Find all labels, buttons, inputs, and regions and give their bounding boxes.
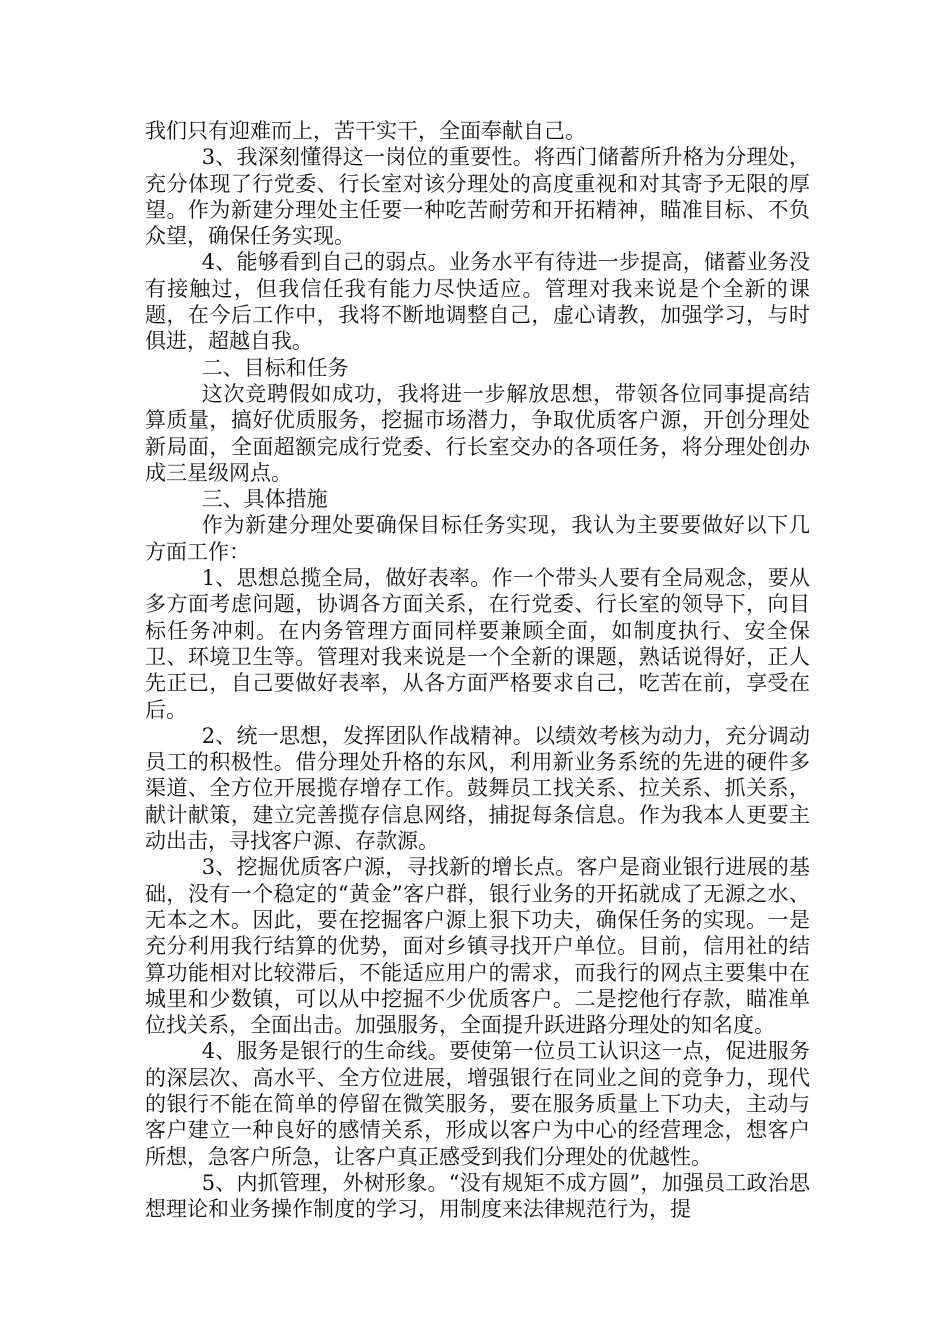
paragraph-measure-3: 3、挖掘优质客户源，寻找新的增长点。客户是商业银行进展的基础，没有一个稳定的“黄金”客户群，银行业务的开拓就成了无源之水、无本之木。因此，要在挖掘客户源上狠下功夫，确保任务的实现。一是充分利用我行结算的优势，面对乡镇寻找开户单位。目前，信用社的结算功能相对比较滞后，不能适应用户的需求，而我行的网点主要集中在城里和少数镇，可以从中挖掘不少优质客户。二是挖他行存款，瞄准单位找关系，全面出击。加强服务，全面提升跃进路分理处的知名度。 — [145, 855, 810, 1038]
section-heading-goals: 二、目标和任务 — [201, 355, 349, 380]
paragraph-measure-5: 5、内抓管理，外树形象。“没有规矩不成方圆”，加强员工政治思想理论和业务操作制度的学习，用制度来法律规范行为，提 — [145, 1170, 810, 1222]
paragraph-point-3-importance: 3、我深刻懂得这一岗位的重要性。将西门储蓄所升格为分理处，充分体现了行党委、行长室对该分理处的高度重视和对其寄予无限的厚望。作为新建分理处主任要一种吃苦耐劳和开拓精神，瞄准目标、不负众望，确保任务实现。 — [145, 145, 810, 249]
paragraph-measure-2: 2、统一思想，发挥团队作战精神。以绩效考核为动力，充分调动员工的积极性。借分理处升格的东风，利用新业务系统的先进的硬件多渠道、全方位开展揽存增存工作。鼓舞员工找关系、拉关系、抓关系，献计献策，建立完善揽存信息网络，捕捉每条信息。作为我本人更要主动出击，寻找客户源、存款源。 — [145, 723, 810, 854]
section-heading-measures: 三、具体措施 — [201, 487, 328, 512]
paragraph-measure-1: 1、思想总揽全局，做好表率。作一个带头人要有全局观念，要从多方面考虑问题，协调各方面关系，在行党委、行长室的领导下，向目标任务冲刺。在内务管理方面同样要兼顾全面，如制度执行、安全保卫、环境卫生等。管理对我来说是一个全新的课题，熟话说得好，正人先正已，自己要做好表率，从各方面严格要求自己，吃苦在前，享受在后。 — [145, 566, 810, 722]
paragraph-point-4-weakness: 4、能够看到自己的弱点。业务水平有待进一步提高，储蓄业务没有接触过，但我信任我有能力尽快适应。管理对我来说是个全新的课题，在今后工作中，我将不断地调整自己，虚心请教，加强学习，与时俱进，超越自我。 — [145, 250, 810, 354]
paragraph-measure-4: 4、服务是银行的生命线。要使第一位员工认识这一点，促进服务的深层次、高水平、全方位进展，增强银行在同业之间的竞争力，现代的银行不能在简单的停留在微笑服务，要在服务质量上下功夫，主动与客户建立一种良好的感情关系，形成以客户为中心的经营理念，想客户所想，急客户所急，让客户真正感受到我们分理处的优越性。 — [145, 1039, 810, 1169]
paragraph-measures-intro: 作为新建分理处要确保目标任务实现，我认为主要要做好以下几方面工作： — [145, 513, 810, 564]
paragraph-goals: 这次竞聘假如成功，我将进一步解放思想，带领各位同事提高结算质量，搞好优质服务，挖掘市场潜力，争取优质客户源，开创分理处新局面，全面超额完成行党委、行长室交办的各项任务，将分理处创办成三星级网点。 — [145, 381, 810, 485]
document-body — [145, 118, 810, 1222]
paragraph-continuation: 我们只有迎难而上，苦干实干，全面奉献自己。 — [145, 119, 586, 143]
